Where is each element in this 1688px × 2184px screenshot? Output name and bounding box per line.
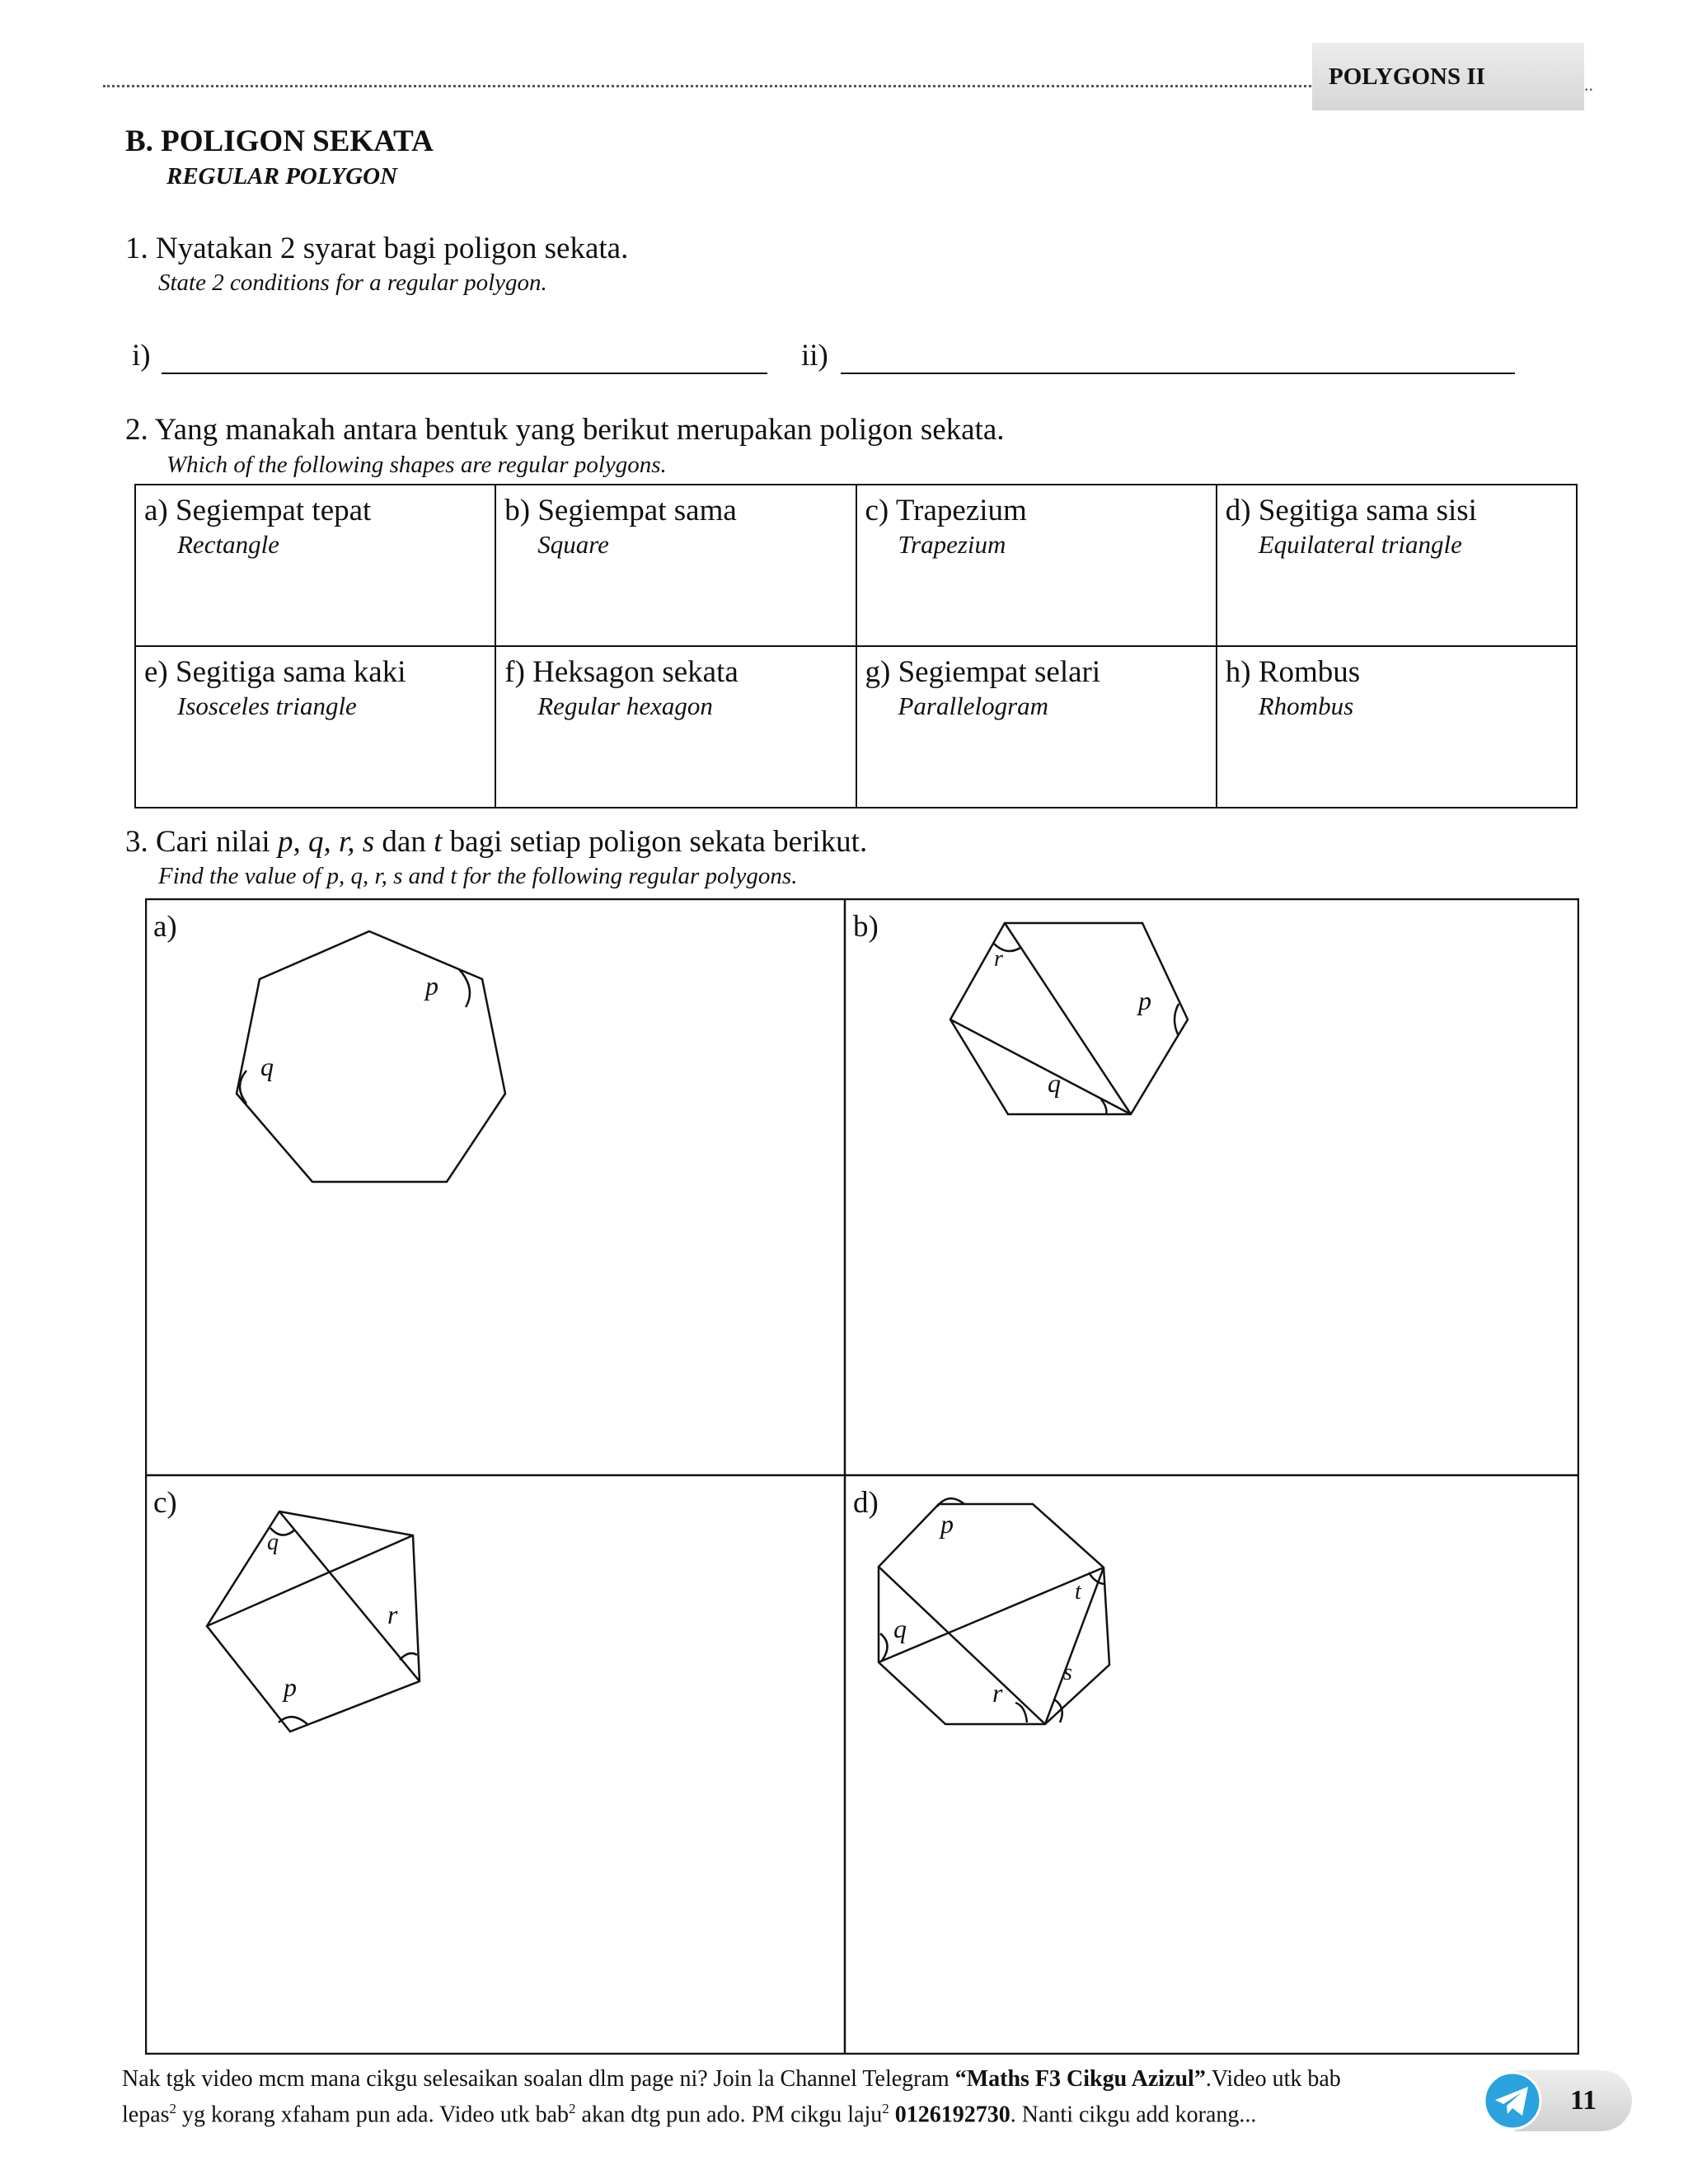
footer-note: Nak tgk video mcm mana cikgu selesaikan soalan dlm page ni? Join la Channel Telegram “Maths F3 Cikgu Azizul”.Video utk bab lepas$^2$ yg korang xfaham pun ada. Video utk bab$^2$ akan dtg pun ado. PM cikgu laju$^2$ 0126192730. Nanti cikgu add korang... <box>122 2066 1341 2128</box>
option-cell[interactable] <box>135 485 495 646</box>
option-label-en: Isosceles triangle <box>177 691 357 720</box>
diagram-label-c: c) <box>153 1486 177 1520</box>
label-r: r <box>992 1678 1003 1708</box>
label-q: q <box>260 1052 274 1081</box>
label-p: p <box>1138 986 1151 1015</box>
label-r: r <box>387 1600 398 1629</box>
question-1-subtext: State 2 conditions for a regular polygon. <box>158 269 547 296</box>
option-cell[interactable] <box>1217 646 1577 808</box>
diagram-label-d: d) <box>853 1486 879 1520</box>
chapter-tab: POLYGONS II <box>1312 43 1584 110</box>
option-label: h) Rombus <box>1225 655 1361 689</box>
answer-line-i[interactable] <box>162 373 767 374</box>
option-label-en: Regular hexagon <box>537 691 713 720</box>
angle-arc-q <box>880 1633 888 1661</box>
option-cell[interactable] <box>856 485 1217 646</box>
option-label-en: Equilateral triangle <box>1258 530 1462 559</box>
option-label: g) Segiempat selari <box>865 655 1101 689</box>
phone-number: 0126192730 <box>894 2102 1010 2128</box>
answer-label-ii: ii) <box>801 339 828 373</box>
telegram-icon[interactable] <box>1482 2070 1543 2131</box>
option-label-en: Parallelogram <box>898 691 1049 720</box>
option-label-en: Rhombus <box>1258 691 1354 720</box>
label-q: q <box>1048 1068 1061 1098</box>
angle-arc-p <box>937 1498 964 1507</box>
label-p: p <box>940 1509 954 1539</box>
label-p: p <box>284 1672 297 1702</box>
diagram-frame <box>146 899 1578 2054</box>
label-p: p <box>425 971 438 1001</box>
section-subtitle: REGULAR POLYGON <box>166 163 398 190</box>
section-title: B. POLIGON SEKATA <box>125 124 434 158</box>
option-cell[interactable] <box>856 646 1217 808</box>
angle-arc-p <box>1175 1004 1179 1036</box>
question-2-subtext: Which of the following shapes are regular polygons. <box>166 452 667 478</box>
page-number: 11 <box>1570 2085 1597 2116</box>
diagram-label-a: a) <box>153 910 177 944</box>
option-label: b) Segiempat sama <box>504 494 737 527</box>
diagram-a-heptagon <box>237 931 505 1182</box>
option-label: e) Segitiga sama kaki <box>144 655 406 689</box>
option-label: d) Segitiga sama sisi <box>1225 494 1477 527</box>
polygon-diagrams <box>145 898 1579 2055</box>
option-label: f) Heksagon sekata <box>504 655 738 689</box>
answer-line-ii[interactable] <box>841 373 1515 374</box>
label-q: q <box>267 1530 279 1555</box>
label-t: t <box>1075 1579 1081 1605</box>
diagram-d-octagon <box>879 1498 1109 1724</box>
label-r: r <box>994 946 1003 972</box>
answer-label-i: i) <box>132 339 151 373</box>
shape-options-table <box>134 484 1578 808</box>
question-2-text: 2. Yang manakah antara bentuk yang berikut merupakan poligon sekata. <box>125 413 1005 447</box>
option-cell[interactable] <box>495 646 856 808</box>
option-label-en: Trapezium <box>898 530 1006 559</box>
option-label-en: Rectangle <box>177 530 279 559</box>
option-cell[interactable] <box>1217 485 1577 646</box>
diagram-label-b: b) <box>853 910 879 944</box>
label-s: s <box>1063 1660 1072 1685</box>
option-label-en: Square <box>537 530 609 559</box>
option-label: a) Segiempat tepat <box>144 494 372 527</box>
header-dot: .. <box>1584 74 1593 95</box>
angle-arc-p <box>459 969 470 1007</box>
label-q: q <box>893 1614 907 1643</box>
diagram-b-hexagon <box>950 923 1188 1114</box>
question-3-text: 3. Cari nilai p, q, r, s dan t bagi setiap poligon sekata berikut. <box>125 825 868 859</box>
question-3-subtext: Find the value of p, q, r, s and t for the following regular polygons. <box>158 863 798 889</box>
option-label: c) Trapezium <box>865 494 1027 527</box>
question-1-text: 1. Nyatakan 2 syarat bagi poligon sekata. <box>125 232 629 265</box>
option-cell[interactable] <box>495 485 856 646</box>
option-cell[interactable] <box>135 646 495 808</box>
diagram-c-pentagon <box>207 1511 420 1732</box>
